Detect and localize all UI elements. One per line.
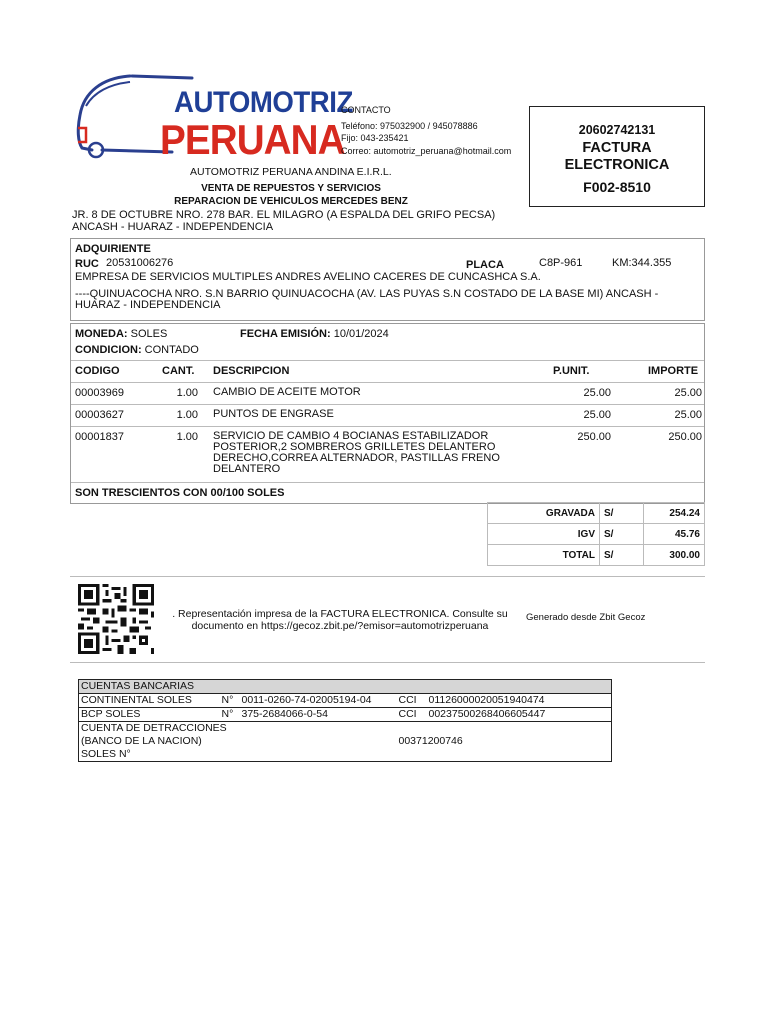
slogan-line-1: VENTA DE REPUESTOS Y SERVICIOS bbox=[201, 183, 381, 194]
currency-value: SOLES bbox=[130, 328, 168, 340]
issuer-address-line-2: ANCASH - HUARAZ - INDEPENDENCIA bbox=[72, 220, 274, 233]
divider bbox=[71, 404, 704, 405]
bank-account-n-label: N° bbox=[220, 708, 240, 722]
client-heading: ADQUIRIENTE bbox=[75, 243, 151, 255]
totals-row bbox=[488, 524, 705, 545]
totals-currency: S/ bbox=[600, 524, 644, 545]
client-box bbox=[70, 238, 705, 321]
issuer-address-line-1: JR. 8 DE OCTUBRE NRO. 278 BAR. EL MILAGRO (A ESPALDA DEL GRIFO PECSA) bbox=[72, 209, 496, 221]
bank-account-row bbox=[79, 722, 612, 762]
totals-label: IGV bbox=[488, 524, 600, 545]
client-ruc-label: RUC bbox=[75, 258, 99, 270]
client-name: EMPRESA DE SERVICIOS MULTIPLES ANDRES AVELINO CACERES DE CUNCASHCA S.A. bbox=[75, 271, 541, 283]
condition-value: CONTADO bbox=[144, 344, 199, 356]
totals-amount: 254.24 bbox=[644, 503, 705, 524]
bank-accounts-heading: CUENTAS BANCARIAS bbox=[79, 680, 612, 694]
item-desc: CAMBIO DE ACEITE MOTOR bbox=[213, 386, 361, 398]
divider bbox=[71, 382, 704, 383]
divider bbox=[70, 576, 705, 577]
contact-block bbox=[341, 104, 511, 157]
contact-email: Correo: automotriz_peruana@hotmail.com bbox=[341, 145, 512, 156]
bank-account-n-label: N° bbox=[220, 694, 240, 708]
col-header-amount: IMPORTE bbox=[648, 365, 699, 377]
bank-account-cci-label: CCI bbox=[397, 708, 427, 722]
bank-accounts-table bbox=[78, 679, 612, 762]
item-unit: 250.00 bbox=[577, 431, 611, 443]
col-header-qty: CANT. bbox=[162, 365, 195, 377]
item-code: 00003627 bbox=[75, 409, 124, 421]
bank-account-name: CONTINENTAL SOLES bbox=[79, 694, 220, 708]
bank-account-cci: 01126000020051940474 bbox=[427, 694, 612, 708]
bank-account-name-text: CUENTA DE DETRACCIONES (BANCO DE LA NACION) SOLES bbox=[81, 722, 227, 760]
divider bbox=[71, 360, 704, 361]
item-unit: 25.00 bbox=[583, 387, 611, 399]
item-unit: 25.00 bbox=[583, 409, 611, 421]
item-code: 00001837 bbox=[75, 431, 124, 443]
bank-accounts-header-row bbox=[79, 680, 612, 694]
item-amount: 25.00 bbox=[674, 387, 702, 399]
condition-row bbox=[75, 344, 199, 356]
issuer-ruc: 20602742131 bbox=[578, 123, 656, 137]
electronic-representation-note: . Representación impresa de la FACTURA ELECTRONICA. Consulte su documento en https://gecoz.zbit.pe/?emisor=automotrizperuana bbox=[172, 608, 508, 632]
document-type-line-2: ELECTRONICA bbox=[564, 157, 670, 173]
bank-account-number bbox=[240, 722, 397, 762]
bank-account-number: 0011-0260-74-02005194-04 bbox=[240, 694, 397, 708]
totals-currency: S/ bbox=[600, 503, 644, 524]
totals-row bbox=[488, 545, 705, 566]
bank-account-name bbox=[79, 722, 240, 762]
currency-label: MONEDA: bbox=[75, 328, 128, 340]
bank-account-n-label: N° bbox=[118, 748, 131, 760]
item-desc: PUNTOS DE ENGRASE bbox=[213, 408, 334, 420]
client-address: ----QUINUACOCHA NRO. S.N BARRIO QUINUACOCHA (AV. LAS PUYAS S.N COSTADO DE LA BASE MI) ANCASH - HUARAZ - INDEPENDENCIA bbox=[75, 288, 659, 311]
contact-phone: Teléfono: 975032900 / 945078886 bbox=[341, 120, 478, 131]
currency-row bbox=[75, 328, 167, 340]
item-code: 00003969 bbox=[75, 387, 124, 399]
document-type bbox=[530, 140, 704, 174]
totals-table bbox=[487, 502, 705, 566]
divider bbox=[71, 426, 704, 427]
totals-currency: S/ bbox=[600, 545, 644, 566]
plate-value: C8P-961 bbox=[539, 257, 583, 269]
totals-amount: 300.00 bbox=[644, 545, 705, 566]
logo-text-automotriz: AUTOMOTRIZ bbox=[174, 86, 353, 119]
issuer-address bbox=[72, 210, 495, 233]
document-number: F002-8510 bbox=[583, 179, 651, 195]
plate-label: PLACA bbox=[466, 259, 504, 271]
condition-label: CONDICION: bbox=[75, 344, 142, 356]
mileage: KM:344.355 bbox=[612, 257, 672, 269]
bank-account-cci: 00371200746 bbox=[397, 722, 612, 762]
col-header-desc: DESCRIPCION bbox=[213, 365, 290, 377]
generated-by: Generado desde Zbit Gecoz bbox=[526, 612, 646, 623]
bank-account-name: BCP SOLES bbox=[79, 708, 220, 722]
amount-in-words: SON TRESCIENTOS CON 00/100 SOLES bbox=[75, 487, 285, 499]
issuer-slogan bbox=[168, 182, 414, 208]
bank-account-row bbox=[79, 694, 612, 708]
issue-date-row bbox=[240, 328, 389, 340]
item-qty: 1.00 bbox=[176, 431, 198, 443]
totals-label: TOTAL bbox=[488, 545, 600, 566]
issuer-name: AUTOMOTRIZ PERUANA ANDINA E.I.R.L. bbox=[190, 166, 392, 178]
item-amount: 250.00 bbox=[668, 431, 702, 443]
issue-date-value: 10/01/2024 bbox=[333, 328, 389, 340]
bank-account-cci-label: CCI bbox=[397, 694, 427, 708]
bank-account-cci: 00237500268406605447 bbox=[427, 708, 612, 722]
document-type-line-1: FACTURA bbox=[582, 140, 652, 156]
divider bbox=[71, 482, 704, 483]
divider bbox=[70, 662, 705, 663]
invoice-table bbox=[70, 323, 705, 504]
item-qty: 1.00 bbox=[176, 409, 198, 421]
issue-date-label: FECHA EMISIÓN: bbox=[240, 328, 331, 340]
client-ruc: 20531006276 bbox=[106, 257, 174, 269]
item-qty: 1.00 bbox=[176, 387, 198, 399]
bank-account-row bbox=[79, 708, 612, 722]
bank-account-number: 375-2684066-0-54 bbox=[240, 708, 397, 722]
company-logo bbox=[72, 70, 353, 170]
totals-label: GRAVADA bbox=[488, 503, 600, 524]
qr-code-icon bbox=[78, 584, 154, 654]
contact-landline: Fijo: 043-235421 bbox=[341, 133, 409, 143]
slogan-line-2: REPARACION DE VEHICULOS MERCEDES BENZ bbox=[174, 196, 408, 207]
item-amount: 25.00 bbox=[674, 409, 702, 421]
document-id-box bbox=[529, 106, 705, 207]
col-header-unit: P.UNIT. bbox=[553, 365, 590, 377]
totals-amount: 45.76 bbox=[644, 524, 705, 545]
item-desc: SERVICIO DE CAMBIO 4 BOCIANAS ESTABILIZADOR POSTERIOR,2 SOMBREROS GRILLETES DELANTERO DERECHO,CORREA ALTERNADOR, PASTILLAS FRENO DELANTERO bbox=[213, 430, 500, 475]
totals-row bbox=[488, 503, 705, 524]
contact-title: CONTACTO bbox=[341, 105, 391, 115]
col-header-code: CODIGO bbox=[75, 365, 120, 377]
logo-text-peruana: PERUANA bbox=[160, 116, 345, 163]
